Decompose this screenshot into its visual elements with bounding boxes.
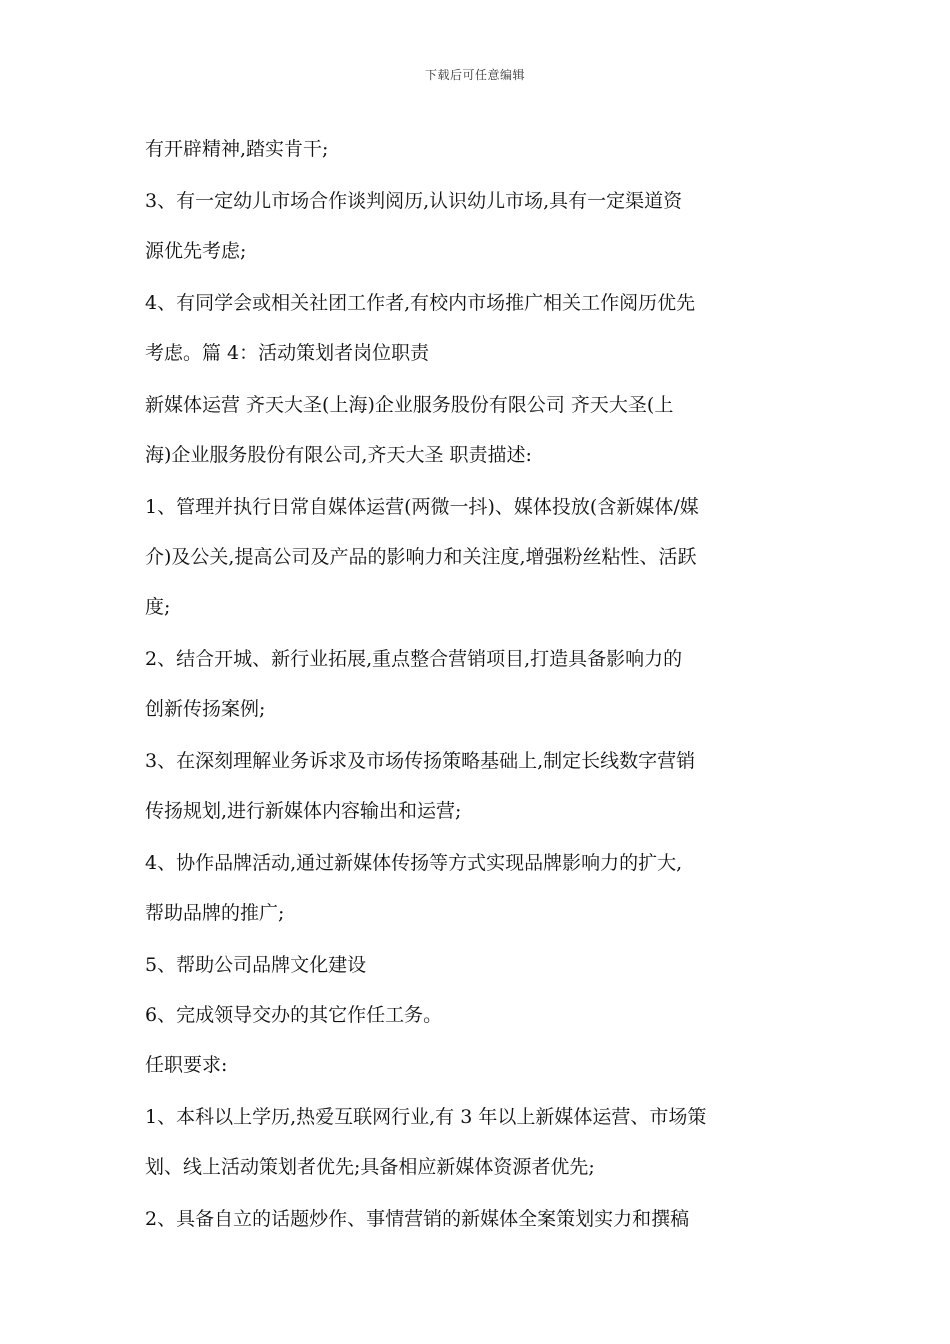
text-line: 考虑。篇 4：活动策划者岗位职责 <box>145 342 430 364</box>
text-line: 5、帮助公司品牌文化建设 <box>145 954 367 976</box>
text-line: 新媒体运营 齐天大圣(上海)企业服务股份有限公司 齐天大圣(上 <box>145 394 674 416</box>
text-line: 1、本科以上学历,热爱互联网行业,有 3 年以上新媒体运营、市场策 <box>145 1106 707 1128</box>
text-line: 3、有一定幼儿市场合作谈判阅历,认识幼儿市场,具有一定渠道资 <box>145 190 683 212</box>
text-line: 6、完成领导交办的其它作任工务。 <box>145 1004 443 1026</box>
text-line: 4、有同学会或相关社团工作者,有校内市场推广相关工作阅历优先 <box>145 292 696 314</box>
text-line: 创新传扬案例; <box>145 698 266 720</box>
text-line: 介)及公关,提高公司及产品的影响力和关注度,增强粉丝粘性、活跃 <box>145 546 697 568</box>
text-line: 海)企业服务股份有限公司,齐天大圣 职责描述: <box>145 444 532 466</box>
text-line: 4、协作品牌活动,通过新媒体传扬等方式实现品牌影响力的扩大, <box>145 852 683 874</box>
text-line: 2、结合开城、新行业拓展,重点整合营销项目,打造具备影响力的 <box>145 648 683 670</box>
page-header-note: 下载后可任意编辑 <box>424 68 525 82</box>
text-line: 划、线上活动策划者优先;具备相应新媒体资源者优先; <box>145 1156 595 1178</box>
text-line: 3、在深刻理解业务诉求及市场传扬策略基础上,制定长线数字营销 <box>145 750 696 772</box>
text-line: 任职要求: <box>145 1054 228 1076</box>
text-line: 传扬规划,进行新媒体内容输出和运营; <box>145 800 462 822</box>
text-line: 源优先考虑; <box>145 240 247 262</box>
text-line: 有开辟精神,踏实肯干; <box>145 138 329 160</box>
text-line: 2、具备自立的话题炒作、事情营销的新媒体全案策划实力和撰稿 <box>145 1208 690 1230</box>
text-line: 帮助品牌的推广; <box>145 902 285 924</box>
text-line: 1、管理并执行日常自媒体运营(两微一抖)、媒体投放(含新媒体/媒 <box>145 496 699 518</box>
text-line: 度; <box>145 596 171 618</box>
document-body <box>145 131 810 1231</box>
